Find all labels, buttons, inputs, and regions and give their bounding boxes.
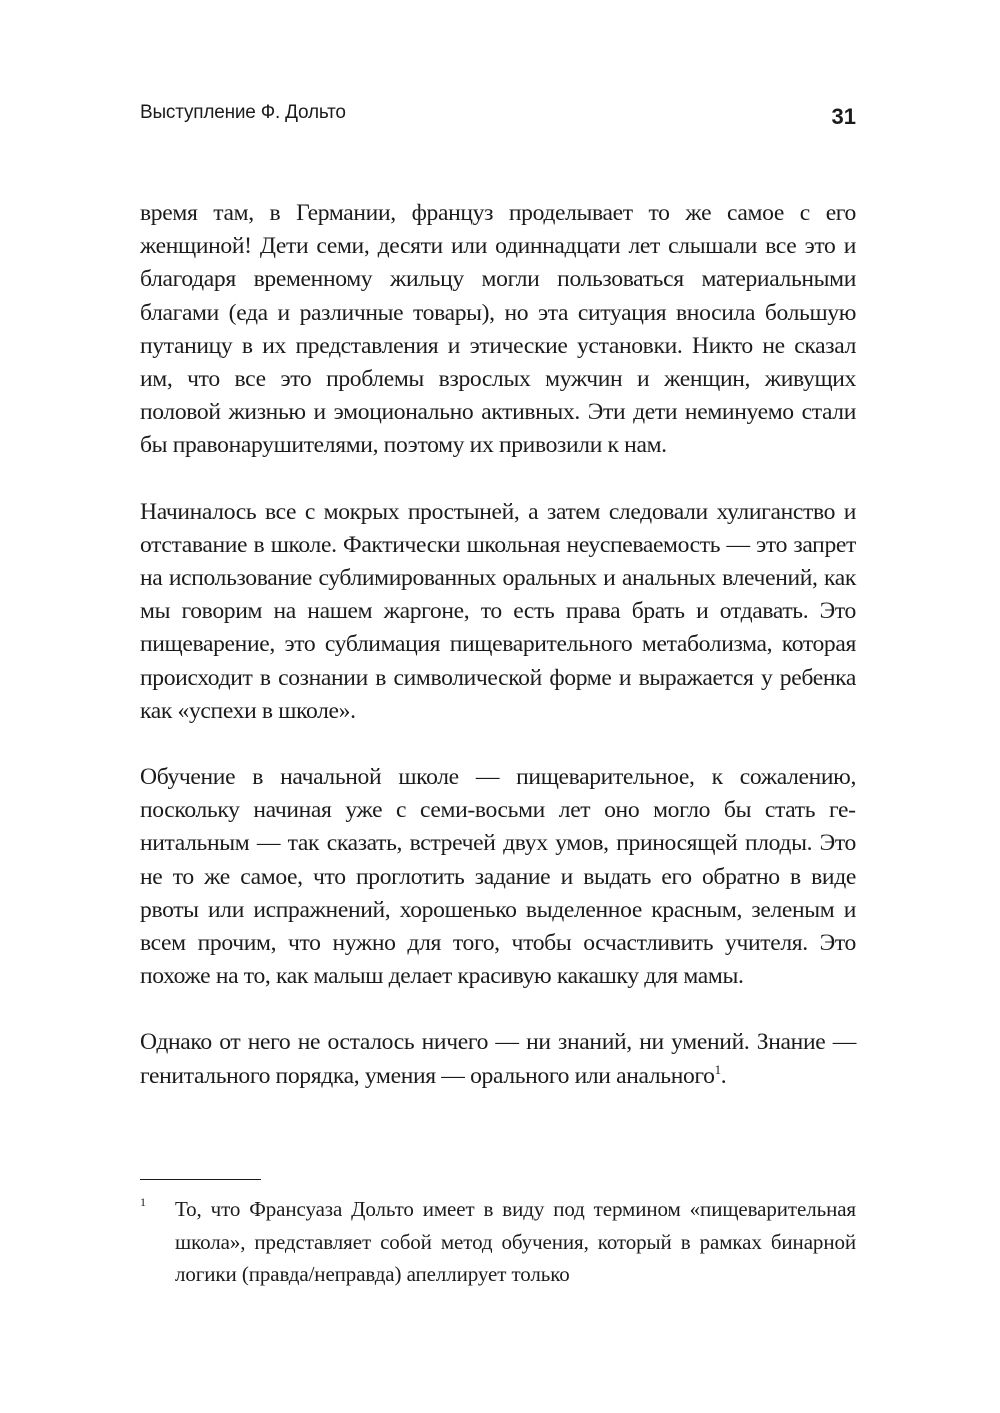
running-header: [140, 100, 856, 130]
footnote-text: То, что Франсуаза Дольто имеет в виду под термином «пищеварительная школа», представляет собой метод обучения, который в рамках бинарной логики (правда/неправда) апеллирует только: [175, 1197, 856, 1286]
paragraph-3: Обучение в начальной школе — пищеварительное, к сожалению, поскольку начиная уже с семи-восьми лет оно могло бы стать генитальным — так сказать, встречей двух умов, приносящей плоды. Это не то же самое, что проглотить задание и выдать его обратно в виде рвоты или испражнений, хорошенько выделенное красным, зеленым и всем прочим, что нужно для того, чтобы осчастливить учителя. Это похоже на то, как малыш делает красивую какашку для мамы.: [140, 764, 856, 990]
footnote-divider: [140, 1179, 261, 1180]
footnote-marker: 1: [140, 1195, 146, 1209]
main-text: [140, 197, 856, 1093]
paragraph-4-end: .: [720, 1062, 727, 1089]
footnote: [140, 1193, 856, 1291]
paragraph-1: время там, в Германии, француз проделывает то же самое с его женщиной! Дети семи, десяти или одиннадцати лет слышали все это и благодаря временному жильцу могли пользоваться материальными благами (еда и различные товары), но эта ситуация вносила большую путаницу в их представления и этические установки. Никто не сказал им, что все это проблемы взрослых мужчин и женщин, живущих половой жизнью и эмоционально активных. Эти дети неминуемо стали бы правонарушителями, поэтому их привозили к нам.: [140, 200, 856, 459]
paragraph-2: Начиналось все с мокрых простыней, а затем следовали хулиганство и отставание в школе. Фактически школьная неуспеваемость — это запрет на использование сублимированных оральных и анальных влечений, как мы говорим на нашем жаргоне, то есть права брать и отдавать. Это пищеварение, это сублимация пищеварительного метаболизма, которая происходит в сознании в символической форме и выражается у ребенка как «успехи в школе».: [140, 498, 856, 724]
paragraph-4: [140, 1026, 856, 1092]
footnote-reference[interactable]: 1: [714, 1061, 721, 1077]
page-number: 31: [831, 104, 856, 129]
paragraph-4-text: Однако от него не осталось ничего — ни знаний, ни умений. Знание — генитального порядка, умения — орального или анального: [140, 1029, 856, 1089]
chapter-title: Выступление Ф. Дольто: [140, 102, 346, 123]
